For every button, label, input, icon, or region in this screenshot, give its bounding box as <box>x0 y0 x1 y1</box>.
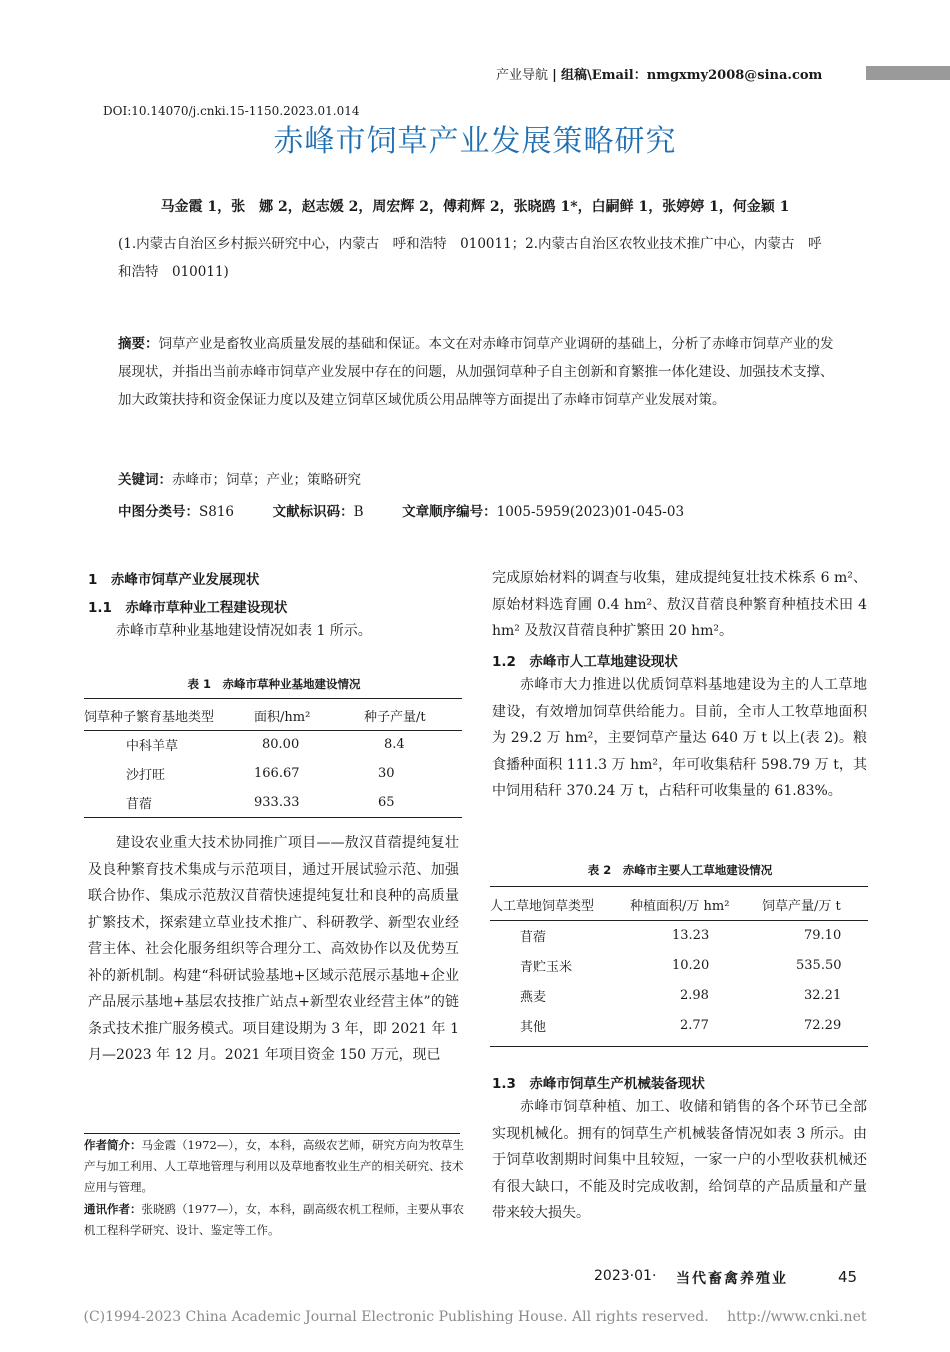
doc-code-value: B <box>353 504 364 520</box>
table-cell: 13.23 <box>672 927 710 943</box>
header-separator: | <box>552 68 557 83</box>
table-cell: 10.20 <box>672 957 710 973</box>
page-number: 45 <box>838 1268 858 1286</box>
section-heading-1: 1 赤峰市饲草产业发展现状 <box>88 572 260 588</box>
footnote-text: 马金霞（1972—），女，本科，高级农艺师，研究方向为牧草生产与加工利用、人工草地管理与利用以及草地畜牧业生产的相关研究、技术应用与管理。 <box>84 1138 465 1194</box>
table1-caption: 表 1 赤峰市草种业基地建设情况 <box>187 677 361 691</box>
table-header: 种植面积/万 hm² <box>630 899 730 915</box>
affiliation: (1.内蒙古自治区乡村振兴研究中心，内蒙古 呼和浩特 010011；2.内蒙古自治区农牧业技术推广中心，内蒙古 呼和浩特 010011) <box>118 236 822 280</box>
paragraph: 完成原始材料的调查与收集，建成提纯复壮技术株系 6 m²、原始材料选育圃 0.4 hm²、敖汉苜蓿良种繁育种植技术田 4 hm² 及敖汉苜蓿良种扩繁田 20 hm²。 <box>492 570 867 639</box>
article-title: 赤峰市饲草产业发展策略研究 <box>273 124 677 159</box>
table-cell: 沙打旺 <box>126 768 166 783</box>
table-header: 饲草产量/万 t <box>762 899 841 915</box>
table-cell: 苜蓿 <box>126 797 153 812</box>
copyright-notice[interactable]: (C)1994-2023 China Academic Journal Electronic Publishing House. All rights reserved. http://www.cnki.net <box>83 1309 867 1325</box>
clc-label: 中图分类号： <box>118 504 199 520</box>
table-cell: 30 <box>378 766 395 781</box>
clc-value: S816 <box>199 504 235 520</box>
table-cell: 166.67 <box>254 766 300 781</box>
running-header <box>496 64 822 83</box>
abstract <box>118 330 836 414</box>
table-header: 人工草地饲草类型 <box>490 899 595 915</box>
footer-dot: · <box>652 1268 657 1284</box>
header-email[interactable]: nmgxmy2008@sina.com <box>646 68 823 83</box>
table-row <box>84 788 462 817</box>
footnote-label: 通讯作者： <box>84 1202 142 1216</box>
footnote-author <box>84 1135 464 1198</box>
abstract-label: 摘要： <box>118 336 159 352</box>
abstract-text: 饲草产业是畜牧业高质量发展的基础和保证。本文在对赤峰市饲草产业调研的基础上，分析了赤峰市饲草产业的发展现状，并指出当前赤峰市饲草产业发展中存在的问题，从加强饲草种子自主创新和育繁推一体化建设、加强技术支撑、加大政策扶持和资金保证力度以及建立饲草区域优质公用品牌等方面提出了赤峰市饲草产业发展对策。 <box>118 336 834 408</box>
table-cell: 65 <box>378 795 395 810</box>
section-heading-1-3: 1.3 赤峰市饲草生产机械装备现状 <box>492 1076 705 1092</box>
table-row <box>490 950 868 980</box>
paragraph: 赤峰市草种业基地建设情况如表 1 所示。 <box>116 623 372 639</box>
table-cell: 苜蓿 <box>520 929 547 945</box>
footnote-text: 张晓鸥（1977—），女，本科，副高级农机工程师，主要从事农机工程科学研究、设计、鉴定等工作。 <box>84 1202 465 1237</box>
author-list: 马金霞 1，张 娜 2，赵志媛 2，周宏辉 2，傅莉辉 2，张晓鸥 1*，白嗣鲜 1，张婷婷 1，何金颖 1 <box>160 199 790 215</box>
footnote-corresponding <box>84 1199 464 1241</box>
table-row <box>490 1010 868 1040</box>
seq-label: 文章顺序编号： <box>402 504 497 520</box>
footer-issue: 2023·01 <box>594 1268 652 1284</box>
paragraph: 赤峰市饲草种植、加工、收储和销售的各个环节已全部实现机械化。拥有的饲草生产机械装备情况如表 3 所示。由于饲草收割期时间集中且较短，一家一户的小型收获机械还有很大缺口，不能及时完成收割，给饲草的产品质量和产量带来较大损失。 <box>492 1099 867 1221</box>
table-header: 饲草种子繁育基地类型 <box>84 710 215 726</box>
table1 <box>84 702 462 817</box>
section-heading-1-1: 1.1 赤峰市草种业工程建设现状 <box>88 600 288 616</box>
doi[interactable]: DOI:10.14070/j.cnki.15-1150.2023.01.014 <box>103 104 360 118</box>
table2 <box>490 890 868 1040</box>
table-header: 种子产量/t <box>364 710 426 726</box>
paragraph: 建设农业重大技术协同推广项目——敖汉苜蓿提纯复壮及良种繁育技术集成与示范项目，通过开展试验示范、加强联合协作、集成示范敖汉苜蓿快速提纯复壮和良种的高质量扩繁技术，探索建立草业技术推广、科研教学、新型农业经营主体、社会化服务组织等合理分工、高效协作以及优势互补的新机制。构建“科研试验基地+区域示范展示基地+企业产品展示基地+基层农技推广站点+新型农业经营主体”的链条式技术推广服务模式。项目建设期为 3 年，即 2021 年 1 月—2023 年 12 月。2021 年项目资金 150 万元，现已 <box>88 835 459 1063</box>
table-cell: 8.4 <box>384 737 405 753</box>
seq-value: 1005-5959(2023)01-045-03 <box>496 504 685 520</box>
header-section: 产业导航 <box>496 68 549 83</box>
table-cell: 中科羊草 <box>126 739 179 755</box>
table-cell: 其他 <box>520 1019 547 1035</box>
table-row <box>490 920 868 950</box>
table-header: 面积/hm² <box>254 710 311 726</box>
keywords-text: 赤峰市；饲草；产业；策略研究 <box>172 472 361 488</box>
table-cell: 80.00 <box>262 737 300 753</box>
table-cell: 32.21 <box>804 987 842 1003</box>
keywords <box>118 468 361 488</box>
classification-line <box>118 500 684 520</box>
header-bar <box>866 66 950 80</box>
table-cell: 933.33 <box>254 795 300 810</box>
paragraph: 赤峰市大力推进以优质饲草料基地建设为主的人工草地建设，有效增加饲草供给能力。目前，全市人工牧草地面积为 29.2 万 hm²，主要饲草产量达 640 万 t 以上(表 2)。粮食播种面积 111.3 万 hm²，年可收集秸秆 598.79 万 t，其中饲用秸秆 370.24 万 t，占秸秆可收集量的 61.83%。 <box>492 677 867 799</box>
table-cell: 2.77 <box>680 1017 709 1033</box>
table-row <box>84 759 462 788</box>
table2-caption: 表 2 赤峰市主要人工草地建设情况 <box>587 863 773 877</box>
table-cell: 79.10 <box>804 927 842 943</box>
doc-code-label: 文献标识码： <box>272 504 354 520</box>
table-cell: 2.98 <box>680 987 709 1003</box>
table-row <box>84 730 462 759</box>
keywords-label: 关键词： <box>118 472 172 488</box>
table-cell: 72.29 <box>804 1017 842 1033</box>
header-email-label: 组稿\Email： <box>561 68 647 83</box>
section-heading-1-2: 1.2 赤峰市人工草地建设现状 <box>492 654 678 670</box>
table-cell: 青贮玉米 <box>520 959 573 975</box>
table-row <box>490 980 868 1010</box>
footnote-label: 作者简介： <box>84 1138 142 1152</box>
table-cell: 燕麦 <box>520 989 547 1005</box>
table-cell: 535.50 <box>796 957 842 973</box>
journal-name: 当代畜禽养殖业 <box>676 1271 788 1287</box>
